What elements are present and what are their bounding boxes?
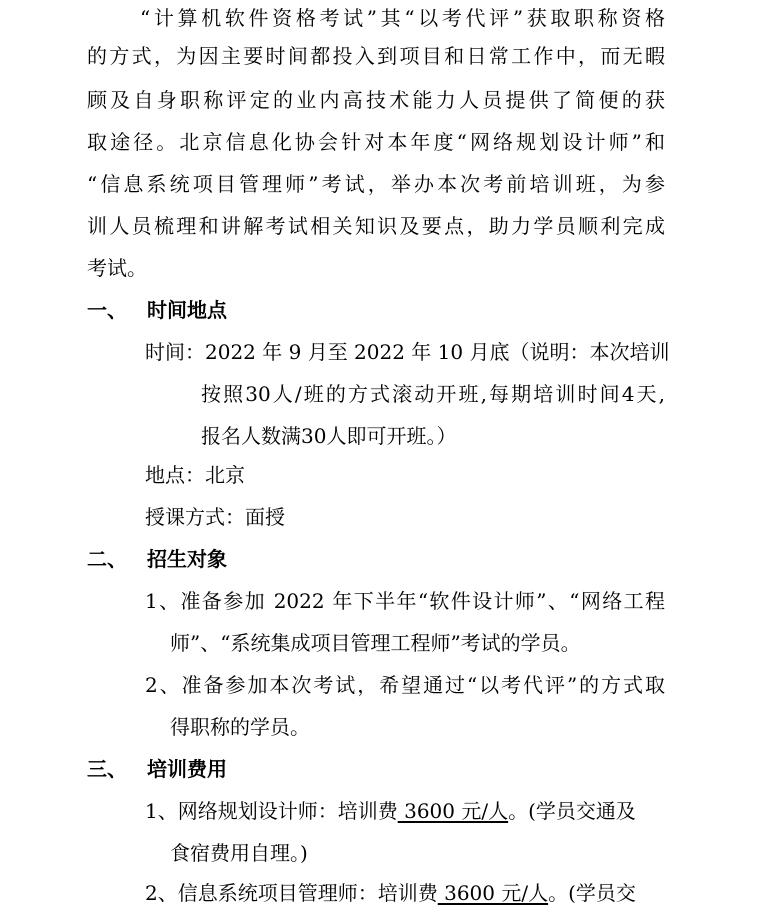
section1-place: 地点：北京 <box>145 463 245 487</box>
section1-time-line-2: 按照30人/班的方式滚动开班,每期培训时间4天, <box>201 382 665 406</box>
intro-line-1: “计算机软件资格考试”其“以考代评”获取职称资格 <box>140 6 665 30</box>
section1-mode: 授课方式：面授 <box>145 505 285 529</box>
section1-number: 一、 <box>87 298 127 322</box>
section1-title: 时间地点 <box>147 298 227 322</box>
section1-heading <box>87 298 387 322</box>
section2-item-1-line-1: 1、准备参加 2022 年下半年“软件设计师”、“网络工程 <box>145 589 665 613</box>
section3-number: 三、 <box>87 757 127 781</box>
section2-item-2-line-1: 2、准备参加本次考试，希望通过“以考代评”的方式取 <box>145 673 665 697</box>
section2-title: 招生对象 <box>147 547 227 571</box>
section2-heading <box>87 547 387 571</box>
section2-item-2-line-2: 得职称的学员。 <box>170 715 310 739</box>
section3-item-2-prefix: 2、信息系统项目管理师：培训费 <box>145 881 438 905</box>
section1-time-line-1: 时间：2022 年 9 月至 2022 年 10 月底（说明：本次培训 <box>145 340 670 364</box>
section3-item-2-fee: 3600 元/人 <box>437 881 549 905</box>
intro-line-2: 的方式，为因主要时间都投入到项目和日常工作中，而无暇 <box>87 44 665 68</box>
section3-item-2-line-1 <box>145 881 636 905</box>
intro-line-7: 考试。 <box>87 256 147 280</box>
intro-line-6: 训人员梳理和讲解考试相关知识及要点，助力学员顺利完成 <box>87 214 665 238</box>
intro-line-3: 顾及自身职称评定的业内高技术能力人员提供了简便的获 <box>87 88 665 112</box>
section2-number: 二、 <box>87 547 127 571</box>
intro-line-5: “信息系统项目管理师”考试，举办本次考前培训班，为参 <box>87 172 665 196</box>
section3-title: 培训费用 <box>147 757 227 781</box>
intro-line-4: 取途径。北京信息化协会针对本年度“网络规划设计师”和 <box>87 130 665 154</box>
section2-item-1-line-2: 师”、“系统集成项目管理工程师”考试的学员。 <box>170 631 581 655</box>
section3-item-1-line-1 <box>145 799 636 823</box>
section3-item-1-suffix: 。(学员交通及 <box>508 799 636 823</box>
section3-item-1-fee: 3600 元/人 <box>397 799 509 823</box>
section3-item-1-prefix: 1、网络规划设计师：培训费 <box>145 799 398 823</box>
section1-time-line-3: 报名人数满30人即可开班。） <box>201 424 457 448</box>
section3-item-1-line-2: 食宿费用自理。) <box>170 841 308 865</box>
section3-item-2-suffix: 。(学员交 <box>548 881 636 905</box>
section3-heading <box>87 757 387 781</box>
